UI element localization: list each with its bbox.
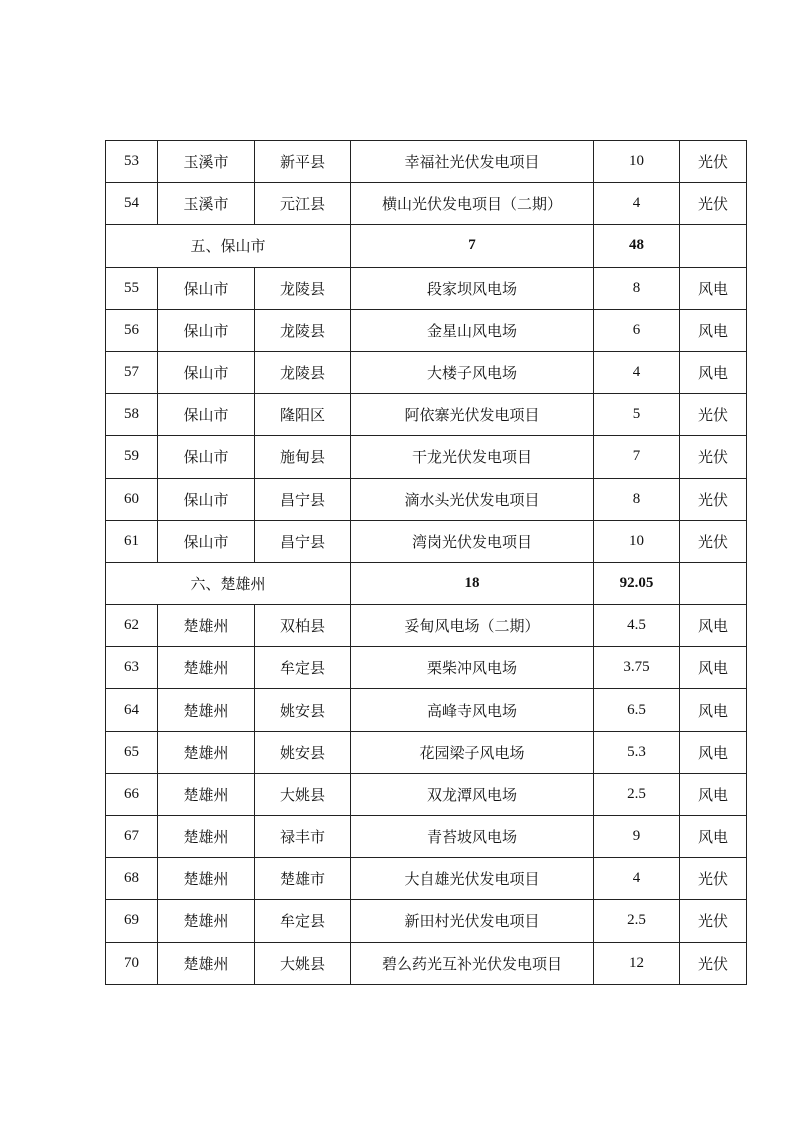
group-label: 六、楚雄州 (106, 562, 351, 604)
row-number: 55 (106, 267, 158, 309)
capacity-cell: 8 (594, 267, 680, 309)
table-row (106, 520, 747, 562)
project-name-cell: 碧么药光互补光伏发电项目 (351, 942, 594, 984)
type-cell: 风电 (680, 647, 747, 689)
type-cell: 光伏 (680, 942, 747, 984)
type-cell: 光伏 (680, 858, 747, 900)
table-row (106, 942, 747, 984)
row-number: 54 (106, 183, 158, 225)
city-cell: 楚雄州 (158, 816, 255, 858)
city-cell: 保山市 (158, 436, 255, 478)
project-name-cell: 段家坝风电场 (351, 267, 594, 309)
table-row (106, 900, 747, 942)
capacity-cell: 5 (594, 394, 680, 436)
city-cell: 楚雄州 (158, 647, 255, 689)
city-cell: 楚雄州 (158, 605, 255, 647)
type-cell: 风电 (680, 605, 747, 647)
city-cell: 楚雄州 (158, 689, 255, 731)
project-name-cell: 湾岗光伏发电项目 (351, 520, 594, 562)
city-cell: 楚雄州 (158, 900, 255, 942)
project-name-cell: 滴水头光伏发电项目 (351, 478, 594, 520)
type-cell: 风电 (680, 309, 747, 351)
county-cell: 龙陵县 (255, 351, 351, 393)
city-cell: 楚雄州 (158, 773, 255, 815)
empty-cell (680, 562, 747, 604)
capacity-cell: 5.3 (594, 731, 680, 773)
table-row (106, 647, 747, 689)
capacity-cell: 4 (594, 351, 680, 393)
group-total: 48 (594, 225, 680, 267)
type-cell: 光伏 (680, 900, 747, 942)
type-cell: 光伏 (680, 478, 747, 520)
project-name-cell: 新田村光伏发电项目 (351, 900, 594, 942)
city-cell: 保山市 (158, 394, 255, 436)
city-cell: 保山市 (158, 267, 255, 309)
table-row (106, 267, 747, 309)
city-cell: 玉溪市 (158, 183, 255, 225)
project-name-cell: 幸福社光伏发电项目 (351, 141, 594, 183)
county-cell: 双柏县 (255, 605, 351, 647)
table-row (106, 605, 747, 647)
group-count: 7 (351, 225, 594, 267)
type-cell: 风电 (680, 351, 747, 393)
table-row (106, 858, 747, 900)
county-cell: 新平县 (255, 141, 351, 183)
table-row (106, 309, 747, 351)
type-cell: 光伏 (680, 520, 747, 562)
project-name-cell: 干龙光伏发电项目 (351, 436, 594, 478)
row-number: 53 (106, 141, 158, 183)
county-cell: 元江县 (255, 183, 351, 225)
county-cell: 昌宁县 (255, 478, 351, 520)
project-name-cell: 横山光伏发电项目（二期） (351, 183, 594, 225)
county-cell: 隆阳区 (255, 394, 351, 436)
project-name-cell: 栗柴冲风电场 (351, 647, 594, 689)
project-name-cell: 高峰寺风电场 (351, 689, 594, 731)
county-cell: 龙陵县 (255, 267, 351, 309)
capacity-cell: 12 (594, 942, 680, 984)
row-number: 62 (106, 605, 158, 647)
project-name-cell: 花园梁子风电场 (351, 731, 594, 773)
type-cell: 光伏 (680, 141, 747, 183)
capacity-cell: 10 (594, 520, 680, 562)
table-row (106, 689, 747, 731)
capacity-cell: 4 (594, 858, 680, 900)
type-cell: 风电 (680, 816, 747, 858)
project-name-cell: 妥甸风电场（二期） (351, 605, 594, 647)
type-cell: 光伏 (680, 394, 747, 436)
type-cell: 风电 (680, 689, 747, 731)
county-cell: 大姚县 (255, 773, 351, 815)
county-cell: 施甸县 (255, 436, 351, 478)
city-cell: 保山市 (158, 520, 255, 562)
capacity-cell: 2.5 (594, 773, 680, 815)
row-number: 58 (106, 394, 158, 436)
group-row (106, 562, 747, 604)
row-number: 67 (106, 816, 158, 858)
project-table (105, 140, 747, 985)
group-total: 92.05 (594, 562, 680, 604)
county-cell: 姚安县 (255, 689, 351, 731)
capacity-cell: 3.75 (594, 647, 680, 689)
table-row (106, 478, 747, 520)
table-row (106, 351, 747, 393)
county-cell: 姚安县 (255, 731, 351, 773)
capacity-cell: 8 (594, 478, 680, 520)
empty-cell (680, 225, 747, 267)
type-cell: 光伏 (680, 436, 747, 478)
county-cell: 大姚县 (255, 942, 351, 984)
city-cell: 楚雄州 (158, 858, 255, 900)
row-number: 57 (106, 351, 158, 393)
city-cell: 保山市 (158, 478, 255, 520)
county-cell: 牟定县 (255, 900, 351, 942)
county-cell: 昌宁县 (255, 520, 351, 562)
city-cell: 保山市 (158, 309, 255, 351)
row-number: 59 (106, 436, 158, 478)
county-cell: 禄丰市 (255, 816, 351, 858)
capacity-cell: 6 (594, 309, 680, 351)
city-cell: 保山市 (158, 351, 255, 393)
city-cell: 玉溪市 (158, 141, 255, 183)
table-row (106, 731, 747, 773)
row-number: 56 (106, 309, 158, 351)
project-name-cell: 双龙潭风电场 (351, 773, 594, 815)
row-number: 69 (106, 900, 158, 942)
type-cell: 风电 (680, 731, 747, 773)
type-cell: 风电 (680, 773, 747, 815)
table-row (106, 141, 747, 183)
table-row (106, 773, 747, 815)
county-cell: 牟定县 (255, 647, 351, 689)
capacity-cell: 4 (594, 183, 680, 225)
capacity-cell: 7 (594, 436, 680, 478)
group-row (106, 225, 747, 267)
table-row (106, 436, 747, 478)
table-row (106, 816, 747, 858)
project-name-cell: 大楼子风电场 (351, 351, 594, 393)
project-name-cell: 青苔坡风电场 (351, 816, 594, 858)
capacity-cell: 2.5 (594, 900, 680, 942)
group-count: 18 (351, 562, 594, 604)
type-cell: 风电 (680, 267, 747, 309)
capacity-cell: 4.5 (594, 605, 680, 647)
row-number: 61 (106, 520, 158, 562)
table-row (106, 183, 747, 225)
project-name-cell: 阿依寨光伏发电项目 (351, 394, 594, 436)
city-cell: 楚雄州 (158, 942, 255, 984)
table-body (106, 141, 747, 985)
capacity-cell: 10 (594, 141, 680, 183)
row-number: 60 (106, 478, 158, 520)
type-cell: 光伏 (680, 183, 747, 225)
project-name-cell: 大自雄光伏发电项目 (351, 858, 594, 900)
row-number: 68 (106, 858, 158, 900)
capacity-cell: 6.5 (594, 689, 680, 731)
row-number: 70 (106, 942, 158, 984)
row-number: 66 (106, 773, 158, 815)
table-row (106, 394, 747, 436)
row-number: 65 (106, 731, 158, 773)
row-number: 63 (106, 647, 158, 689)
project-name-cell: 金星山风电场 (351, 309, 594, 351)
city-cell: 楚雄州 (158, 731, 255, 773)
capacity-cell: 9 (594, 816, 680, 858)
county-cell: 楚雄市 (255, 858, 351, 900)
county-cell: 龙陵县 (255, 309, 351, 351)
group-label: 五、保山市 (106, 225, 351, 267)
row-number: 64 (106, 689, 158, 731)
